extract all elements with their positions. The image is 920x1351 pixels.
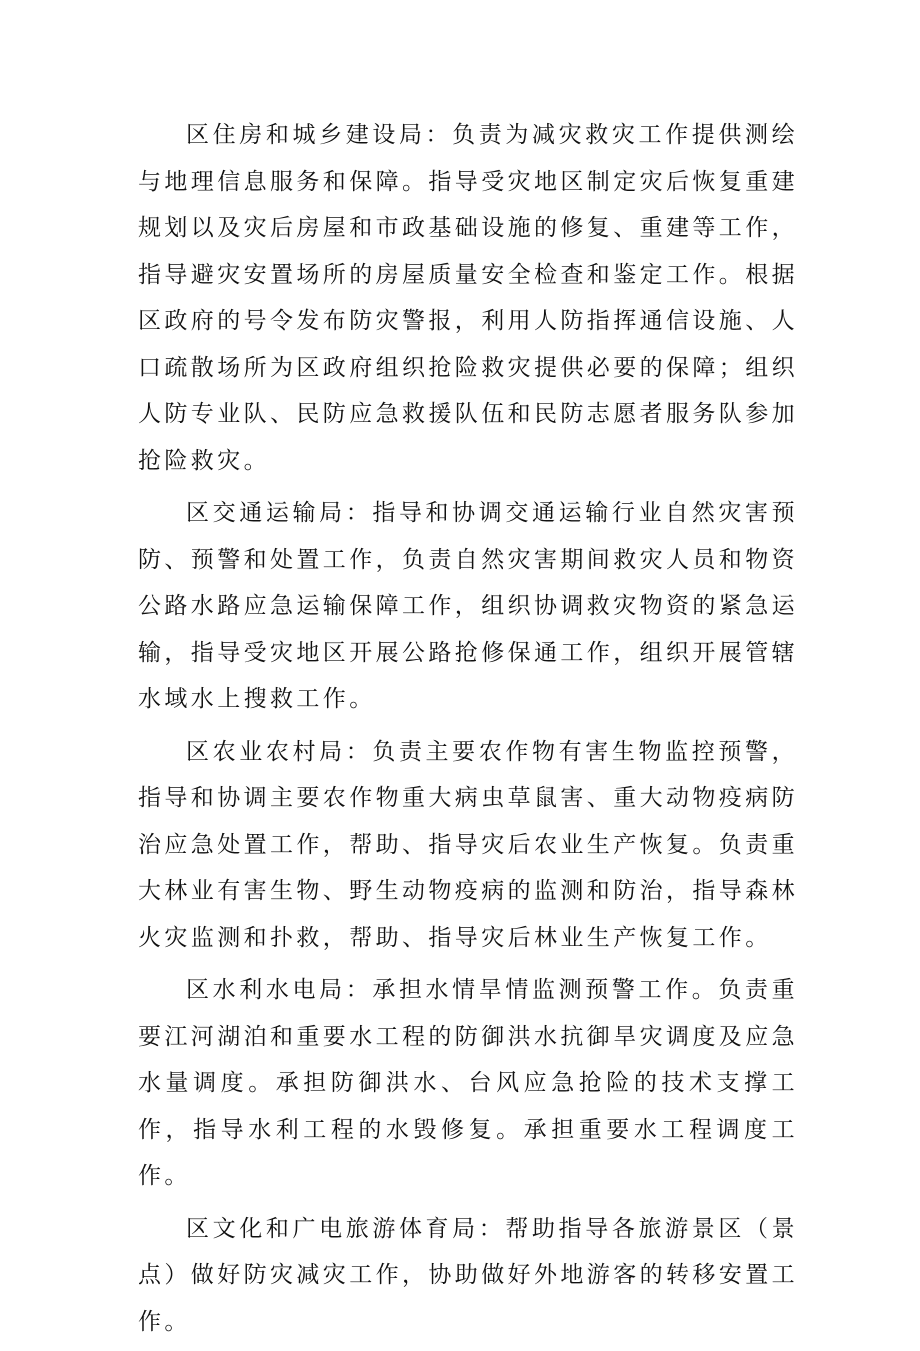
document-body [138, 112, 798, 1351]
paragraph-agriculture-bureau: 区农业农村局：负责主要农作物有害生物监控预警，指导和协调主要农作物重大病虫草鼠害、重大动物疫病防治应急处置工作，帮助、指导灾后农业生产恢复。负责重大林业有害生物、野生动物疫病的监测和防治，指导森林火灾监测和扑救，帮助、指导灾后林业生产恢复工作。 [138, 738, 798, 951]
paragraph-water-bureau: 区水利水电局：承担水情旱情监测预警工作。负责重要江河湖泊和重要水工程的防御洪水抗御旱灾调度及应急水量调度。承担防御洪水、台风应急抢险的技术支撑工作，指导水利工程的水毁修复。承担重要水工程调度工作。 [138, 977, 798, 1189]
paragraph-transport-bureau: 区交通运输局：指导和协调交通运输行业自然灾害预防、预警和处置工作，负责自然灾害期间救灾人员和物资公路水路应急运输保障工作，组织协调救灾物资的紧急运输，指导受灾地区开展公路抢修保通工作，组织开展管辖水域水上搜救工作。 [138, 500, 798, 712]
paragraph-culture-tourism-bureau: 区文化和广电旅游体育局：帮助指导各旅游景区（景点）做好防灾减灾工作，协助做好外地游客的转移安置工作。 [138, 1215, 798, 1335]
paragraph-housing-bureau: 区住房和城乡建设局：负责为减灾救灾工作提供测绘与地理信息服务和保障。指导受灾地区制定灾后恢复重建规划以及灾后房屋和市政基础设施的修复、重建等工作，指导避灾安置场所的房屋质量安全检查和鉴定工作。根据区政府的号令发布防灾警报，利用人防指挥通信设施、人口疏散场所为区政府组织抢险救灾提供必要的保障；组织人防专业队、民防应急救援队伍和民防志愿者服务队参加抢险救灾。 [138, 122, 798, 474]
